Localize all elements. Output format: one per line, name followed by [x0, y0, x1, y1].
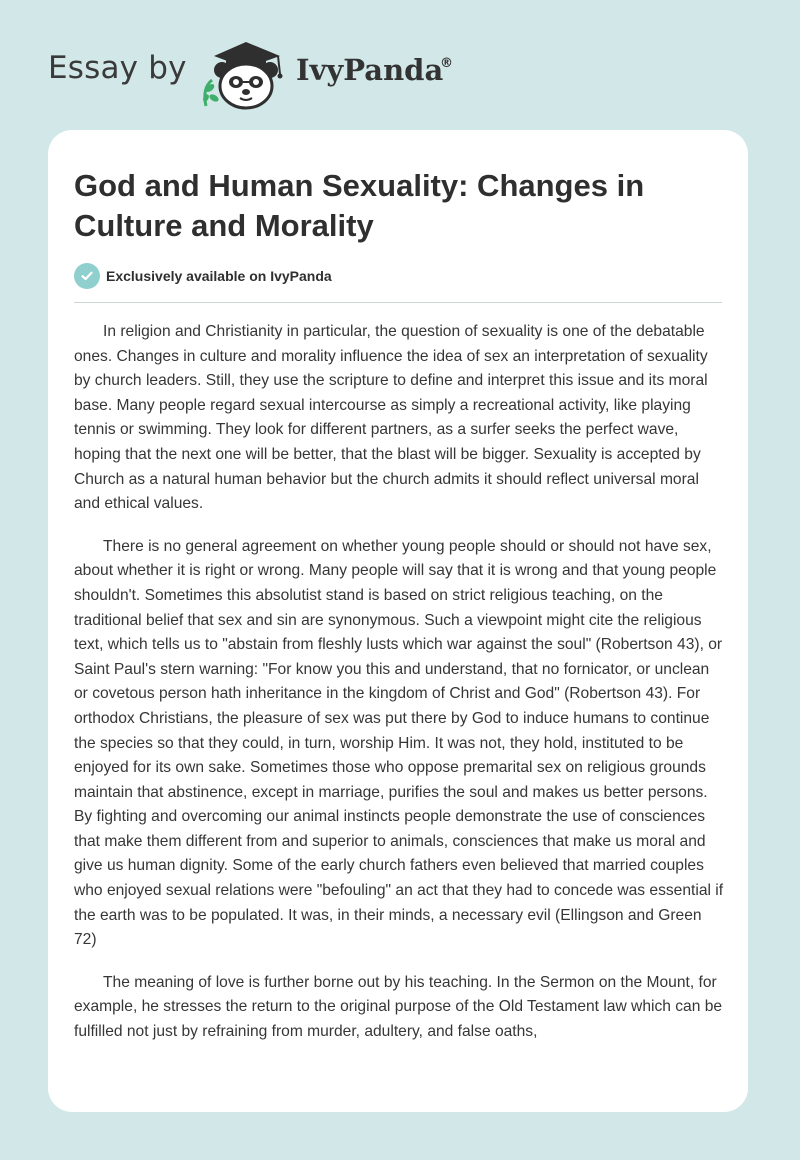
essay-body [74, 320, 724, 1063]
paragraph: The meaning of love is further borne out by his teaching. In the Sermon on the Mount, for example, he stresses the return to the original purpose of the Old Testament law which can be fulfilled not just by refraining from murder, adultery, and false oaths, [74, 973, 723, 1041]
paragraph: In religion and Christianity in particular, the question of sexuality is one of the debatable ones. Changes in culture and morality influence the idea of sex an interpretation of sexuality by church leaders. Still, they use the scripture to define and interpret this issue and its moral base. Many people regard sexual intercourse as simply a recreational activity, like playing tennis or swimming. They look for different partners, as a surfer seeks the perfect wave, hoping that the next one will be better, that the blast will be bigger. Sexuality is accepted by Church as a natural human behavior but the church admits it should reflect universal moral and ethical values. [74, 323, 708, 513]
essay-card [48, 130, 748, 1112]
exclusive-badge-label: Exclusively available on IvyPanda [106, 268, 332, 284]
site-header [0, 0, 800, 130]
divider [74, 302, 722, 303]
panda-graduate-logo-icon[interactable] [200, 36, 292, 112]
exclusive-badge [74, 262, 332, 290]
page-title: God and Human Sexuality: Changes in Culture and Morality [74, 168, 645, 243]
check-icon [74, 263, 100, 289]
brand-name[interactable]: IvyPanda [296, 53, 444, 87]
essay-by-label: Essay by [48, 50, 187, 86]
paragraph: There is no general agreement on whether young people should or should not have sex, about whether it is right or wrong. Many people will say that it is wrong and that young people shouldn't. Sometimes this absolutist stand is based on strict religious teaching, on the traditional belief that sex and sin are synonymous. Such a viewpoint might cite the religious text, which tells us to "abstain from fleshly lusts which war against the soul" (Robertson 43), or Saint Paul's stern warning: "For know you this and understand, that no fornicator, or unclean or covetous person hath inheritance in the kingdom of Christ and God" (Robertson 43). For orthodox Christians, the pleasure of sex was put there by God to induce humans to continue the species so that they could, in turn, worship Him. It was not, they hold, instituted to be enjoyed for its own sake. Sometimes those who oppose premarital sex on religious grounds maintain that abstinence, except in marriage, purifies the soul and makes us better persons. By fighting and overcoming our animal instincts people demonstrate the use of consciences that make them different from and superior to animals, consciences that make us moral and give us human dignity. Some of the early church fathers even believed that married couples who enjoyed sexual relations were "befouling" an act that they had to concede was essential if the earth was to be populated. It was, in their minds, a necessary evil (Ellingson and Green 72) [74, 537, 724, 949]
registered-mark: ® [440, 56, 453, 71]
